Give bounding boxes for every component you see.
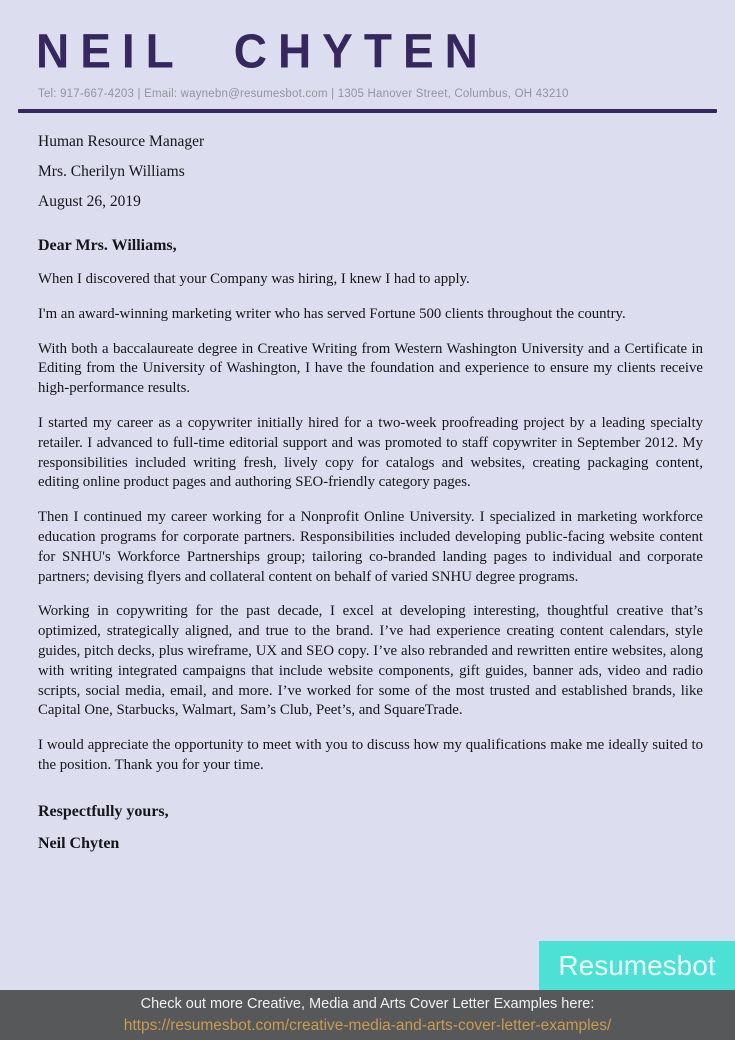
footer-text: Check out more Creative, Media and Arts Cover Letter Examples here:: [140, 996, 595, 1012]
recipient-title: Human Resource Manager: [38, 133, 205, 150]
contact-line: Tel: 917-667-4203 | Email: waynebn@resumesbot.com | 1305 Hanover Street, Columbus, OH 43210: [38, 88, 569, 100]
footer-link[interactable]: https://resumesbot.com/creative-media-and-arts-cover-letter-examples/: [123, 1017, 612, 1034]
greeting: Dear Mrs. Williams,: [38, 237, 177, 254]
paragraph-5: Then I continued my career working for a Nonprofit Online University. I specialized in marketing workforce education programs for corporate partners. Responsibilities included developing public-facing website content for SNHU's Workforce Partnerships group; tailoring co-branded landing pages to individual and corporate partners; devising flyers and collateral content on behalf of varied SNHU degree programs.: [38, 509, 703, 585]
applicant-name: NEIL CHYTEN: [36, 23, 489, 79]
closing-salutation: Respectfully yours,: [38, 802, 169, 820]
paragraph-4: I started my career as a copywriter initially hired for a two-week proofreading project by a leading specialty retailer. I advanced to full-time editorial support and was promoted to staff copywriter in September 2012. My responsibilities included writing fresh, lively copy for catalogs and websites, creating packaging content, editing online product pages and authoring SEO-friendly category pages.: [38, 414, 703, 491]
letter-header: [0, 0, 735, 113]
paragraph-1: When I discovered that your Company was hiring, I knew I had to apply.: [38, 271, 470, 287]
resumesbot-watermark: Resumesbot: [539, 941, 735, 990]
footer-bar: [0, 990, 735, 1040]
paragraph-6: Working in copywriting for the past decade, I excel at developing interesting, thoughtful creative that’s optimized, strategically aligned, and true to the brand. I’ve had experience creating content calendars, style guides, pitch decks, plus wireframe, UX and SEO copy. I’ve also rebranded and rewritten entire websites, along with writing integrated campaigns that include website components, gift guides, banner ads, video and radio scripts, social media, email, and more. I’ve worked for some of the most trusted and established brands, like Capital One, Starbucks, Walmart, Sam’s Club, Peet’s, and SquareTrade.: [38, 603, 703, 719]
paragraph-3: With both a baccalaureate degree in Creative Writing from Western Washington University and a Certificate in Editing from the University of Washington, I have the foundation and experience to ensure my clients receive high-performance results.: [38, 340, 703, 397]
letter-date: August 26, 2019: [38, 193, 141, 210]
paragraph-2: I'm an award-winning marketing writer who has served Fortune 500 clients throughout the country.: [38, 305, 626, 322]
letter-body: [0, 113, 735, 853]
signature-name: Neil Chyten: [38, 834, 120, 852]
paragraph-7: I would appreciate the opportunity to meet with you to discuss how my qualifications make me ideally suited to the position. Thank you for your time.: [38, 737, 703, 773]
recipient-name: Mrs. Cherilyn Williams: [38, 163, 185, 180]
